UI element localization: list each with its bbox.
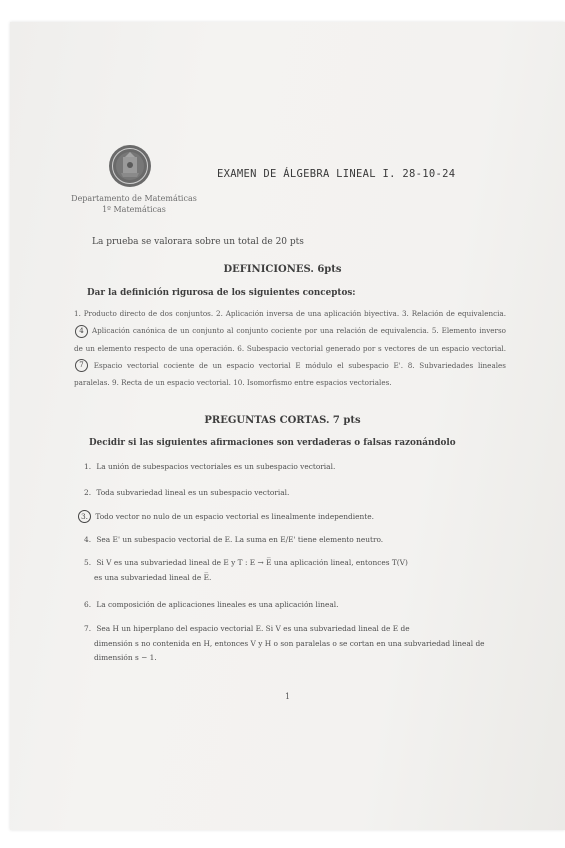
circled-number: 4	[75, 325, 88, 338]
item-number: 6.	[84, 600, 92, 609]
item-number: 1.	[84, 462, 92, 471]
department-name: Departamento de Matemáticas	[71, 194, 197, 203]
definition-text: Espacio vectorial	[93, 360, 159, 370]
item-text: Todo vector no nulo de un espacio vectorial es linealmente independiente.	[95, 512, 374, 521]
item-number: 2.	[84, 488, 92, 497]
list-item	[84, 533, 506, 548]
item-text: La unión de subespacios vectoriales es un subespacio vectorial.	[96, 462, 336, 471]
definition-text: 6. Subespacio vectorial generado por s vectores de un espacio vectorial.	[237, 343, 506, 353]
item-text: Si V es una subvariedad lineal de E y T : E → E̅ una aplicación lineal, entonces T(V)	[96, 558, 408, 567]
short-questions-instruction: Decidir si las siguientes afirmaciones son verdaderas o falsas razonándolo	[89, 438, 456, 448]
list-item	[84, 556, 506, 585]
definitions-list	[74, 305, 506, 391]
list-item	[84, 622, 506, 666]
page-number: 1	[285, 692, 291, 701]
item-text-continued: es una subvariedad lineal de E̅.	[94, 572, 212, 582]
definition-text: una relación de equivalencia. 5. Elemento inverso de un elemento respecto de una operación.	[74, 326, 506, 353]
item-number: 5.	[84, 558, 92, 567]
score-note: La prueba se valorara sobre un total de 20 pts	[92, 237, 304, 247]
course-name: 1º Matemáticas	[102, 205, 166, 214]
definitions-title: DEFINICIONES. 6pts	[223, 264, 342, 275]
definitions-instruction: Dar la definición rigurosa de los siguientes conceptos:	[87, 288, 356, 298]
item-number: 7.	[84, 624, 92, 633]
item-number: 4.	[84, 535, 92, 544]
item-text-continued: dimensión s no contenida en H, entonces V y H o son paralelas o se cortan en una subvariedad lineal de dimensión s − 1.	[94, 638, 485, 662]
department-label	[40, 193, 228, 215]
item-text: Sea H un hiperplano del espacio vectorial E. Si V es una subvariedad lineal de E de	[96, 624, 410, 633]
short-questions-title: PREGUNTAS CORTAS. 7 pts	[204, 415, 361, 426]
item-text: Sea E' un subespacio vectorial de E. La suma en E/E' tiene elemento neutro.	[96, 535, 384, 544]
list-item	[80, 510, 506, 525]
item-text: La composición de aplicaciones lineales es una aplicación lineal.	[96, 600, 339, 609]
item-number: 3.	[78, 510, 91, 523]
definition-text: cociente de un espacio vectorial E módulo el subespacio E'. 8. Subvariedades lineales paralelas.	[74, 360, 506, 388]
definition-text: 3. Relación de equivalencia.	[401, 309, 506, 318]
definition-text: 1. Producto directo de dos conjuntos. 2. Aplicación inversa de una aplicación biyectiva.	[74, 309, 400, 318]
exam-title: EXAMEN DE ÁLGEBRA LINEAL I. 28-10-24	[217, 168, 456, 180]
definition-text: 9. Recta de un espacio vectorial. 10. Isomorfismo entre espacios vectoriales.	[112, 378, 392, 388]
list-item	[84, 460, 506, 475]
exam-sheet	[10, 22, 565, 830]
university-seal-icon	[107, 143, 153, 189]
circled-number: 7	[75, 359, 88, 372]
item-text: Toda subvariedad lineal es un subespacio vectorial.	[96, 488, 290, 497]
list-item	[84, 486, 506, 501]
definition-text: Aplicación canónica de un conjunto al conjunto cociente por	[91, 326, 318, 336]
list-item	[84, 598, 506, 613]
